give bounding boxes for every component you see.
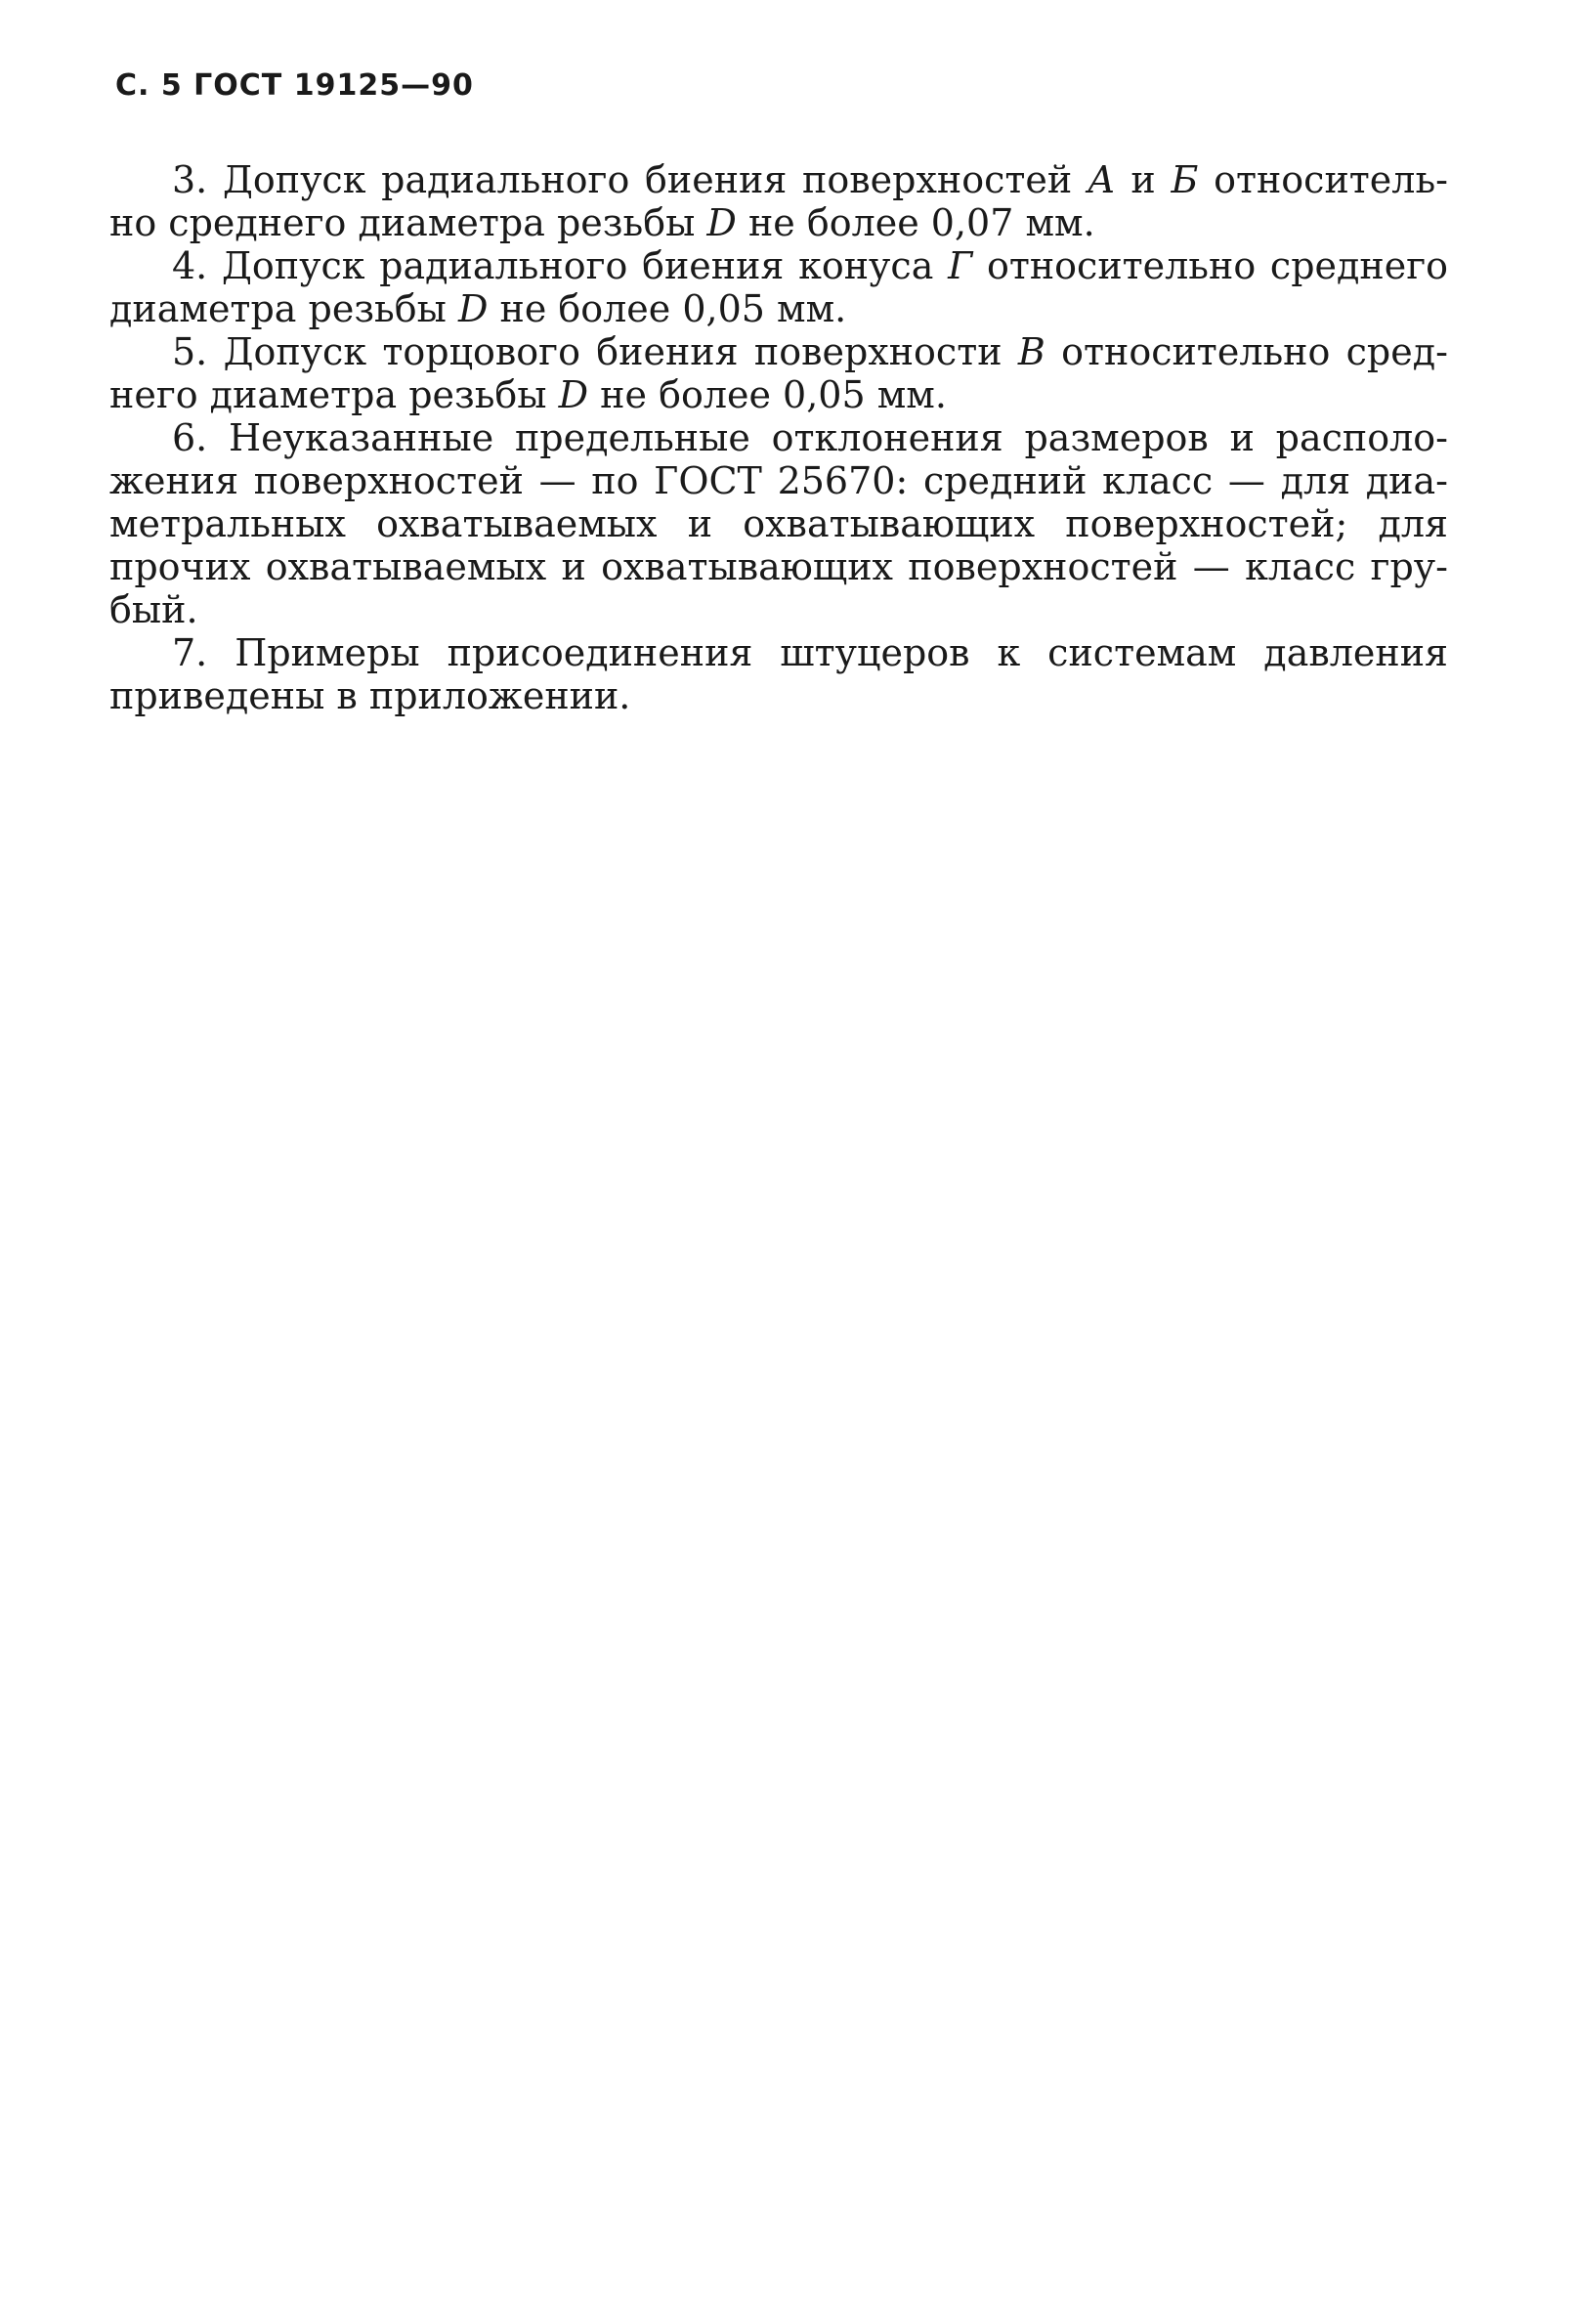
item-number: 3. <box>172 158 208 201</box>
item-text: не более 0,07 мм. <box>736 201 1095 244</box>
list-item <box>109 244 1448 330</box>
surface-ref: В <box>1017 330 1045 373</box>
list-item <box>109 631 1448 717</box>
item-text: не более 0,05 мм. <box>588 373 947 416</box>
diameter-ref: D <box>558 373 589 416</box>
list-item <box>109 330 1448 416</box>
item-number: 7. <box>172 631 208 674</box>
list-item <box>109 158 1448 244</box>
surface-ref: Г <box>948 244 973 287</box>
item-text: Неуказанные предельные отклонения размеров и расположения поверхностей — по ГОСТ 25670: средний класс — для диаметральных охватываемых и охватывающих поверхностей; для прочих охватываемых и охватывающих поверхностей — класс грубый. <box>109 416 1448 631</box>
list-item <box>109 416 1448 631</box>
diameter-ref: D <box>457 287 489 330</box>
item-number: 6. <box>172 416 208 459</box>
surface-ref: Б <box>1171 158 1199 201</box>
item-text: Допуск торцового биения поверхности <box>223 330 1018 373</box>
item-number: 5. <box>172 330 208 373</box>
item-text: Допуск радиального биения конуса <box>221 244 949 287</box>
item-text: и <box>1115 158 1172 201</box>
item-number: 4. <box>172 244 208 287</box>
item-text: относительно среднего диаметра резьбы <box>109 158 1448 244</box>
item-text: Примеры присоединения штуцеров к системам давления приведены в приложении. <box>109 631 1448 717</box>
running-head: С. 5 ГОСТ 19125—90 <box>115 68 474 103</box>
requirements-list <box>109 158 1448 717</box>
item-text: относительно среднего диаметра резьбы <box>109 244 1449 330</box>
diameter-ref: D <box>706 201 737 244</box>
item-text: относительно среднего диаметра резьбы <box>109 330 1448 416</box>
surface-ref: А <box>1087 158 1116 201</box>
item-text: не более 0,05 мм. <box>488 287 847 330</box>
item-text: Допуск радиального биения поверхностей <box>222 158 1088 201</box>
